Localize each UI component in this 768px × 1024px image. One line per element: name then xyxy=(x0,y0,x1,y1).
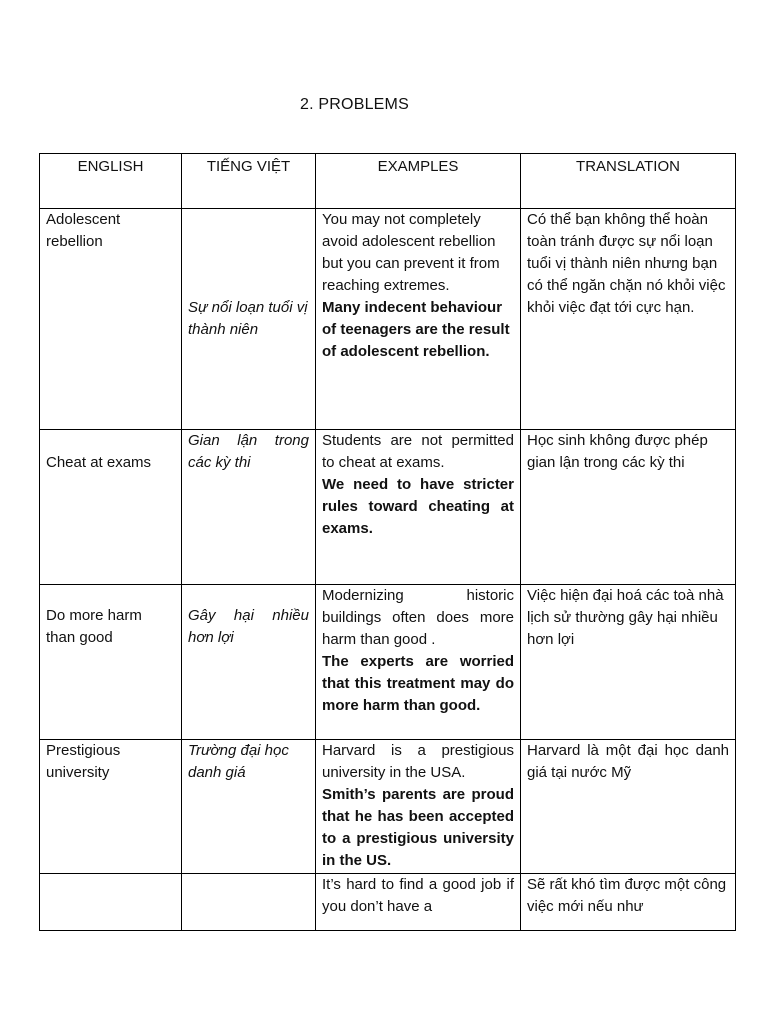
example-sentence-bold: The experts are worried that this treatment may do more harm than good. xyxy=(322,653,514,714)
header-english: ENGLISH xyxy=(40,154,182,209)
section-heading: 2. PROBLEMS xyxy=(300,96,409,113)
vietnamese-term: Sự nổi loạn tuổi vị thành niên xyxy=(182,209,316,430)
vietnamese-term: Gây hại nhiều hơn lợi xyxy=(182,585,316,740)
header-row xyxy=(40,154,736,209)
translation-cell: Việc hiện đại hoá các toà nhà lịch sử thường gây hại nhiều hơn lợi xyxy=(521,585,736,740)
table-row xyxy=(40,209,736,430)
example-cell xyxy=(316,740,521,874)
example-cell xyxy=(316,430,521,585)
vietnamese-term: Trường đại học danh giá xyxy=(182,740,316,874)
english-term: Do more harm than good xyxy=(40,585,182,740)
table-row xyxy=(40,430,736,585)
example-cell xyxy=(316,874,521,931)
english-term xyxy=(40,874,182,931)
translation-cell: Học sinh không được phép gian lận trong các kỳ thi xyxy=(521,430,736,585)
table-row xyxy=(40,874,736,931)
translation-cell: Có thể bạn không thể hoàn toàn tránh được sự nổi loạn tuổi vị thành niên nhưng bạn có thể ngăn chặn nó khỏi việc khỏi việc đạt tới cực hạn. xyxy=(521,209,736,430)
example-sentence-bold: We need to have stricter rules toward cheating at exams. xyxy=(322,476,514,537)
example-sentence: Students are not permitted to cheat at exams. xyxy=(322,432,514,471)
translation-cell: Harvard là một đại học danh giá tại nước Mỹ xyxy=(521,740,736,874)
example-sentence: Modernizing historic buildings often does more harm than good . xyxy=(322,587,514,648)
header-examples: EXAMPLES xyxy=(316,154,521,209)
example-sentence: It’s hard to find a good job if you don’t have a xyxy=(322,876,514,915)
example-cell xyxy=(316,585,521,740)
header-vietnamese: TIẾNG VIỆT xyxy=(182,154,316,209)
example-sentence-bold: Many indecent behaviour of teenagers are the result of adolescent rebellion. xyxy=(322,299,510,360)
english-term: Cheat at exams xyxy=(40,430,182,585)
header-translation: TRANSLATION xyxy=(521,154,736,209)
table-row xyxy=(40,740,736,874)
translation-cell: Sẽ rất khó tìm được một công việc mới nếu như xyxy=(521,874,736,931)
example-sentence: You may not completely avoid adolescent rebellion but you can prevent it from reaching extremes. xyxy=(322,211,500,294)
example-cell xyxy=(316,209,521,430)
vietnamese-term: Gian lận trong các kỳ thi xyxy=(182,430,316,585)
english-term: Adolescent rebellion xyxy=(40,209,182,430)
english-term: Prestigious university xyxy=(40,740,182,874)
example-sentence: Harvard is a prestigious university in the USA. xyxy=(322,742,514,781)
table-row xyxy=(40,585,736,740)
vocabulary-table xyxy=(39,153,736,931)
vietnamese-term xyxy=(182,874,316,931)
example-sentence-bold: Smith’s parents are proud that he has been accepted to a prestigious university in the US. xyxy=(322,786,514,869)
